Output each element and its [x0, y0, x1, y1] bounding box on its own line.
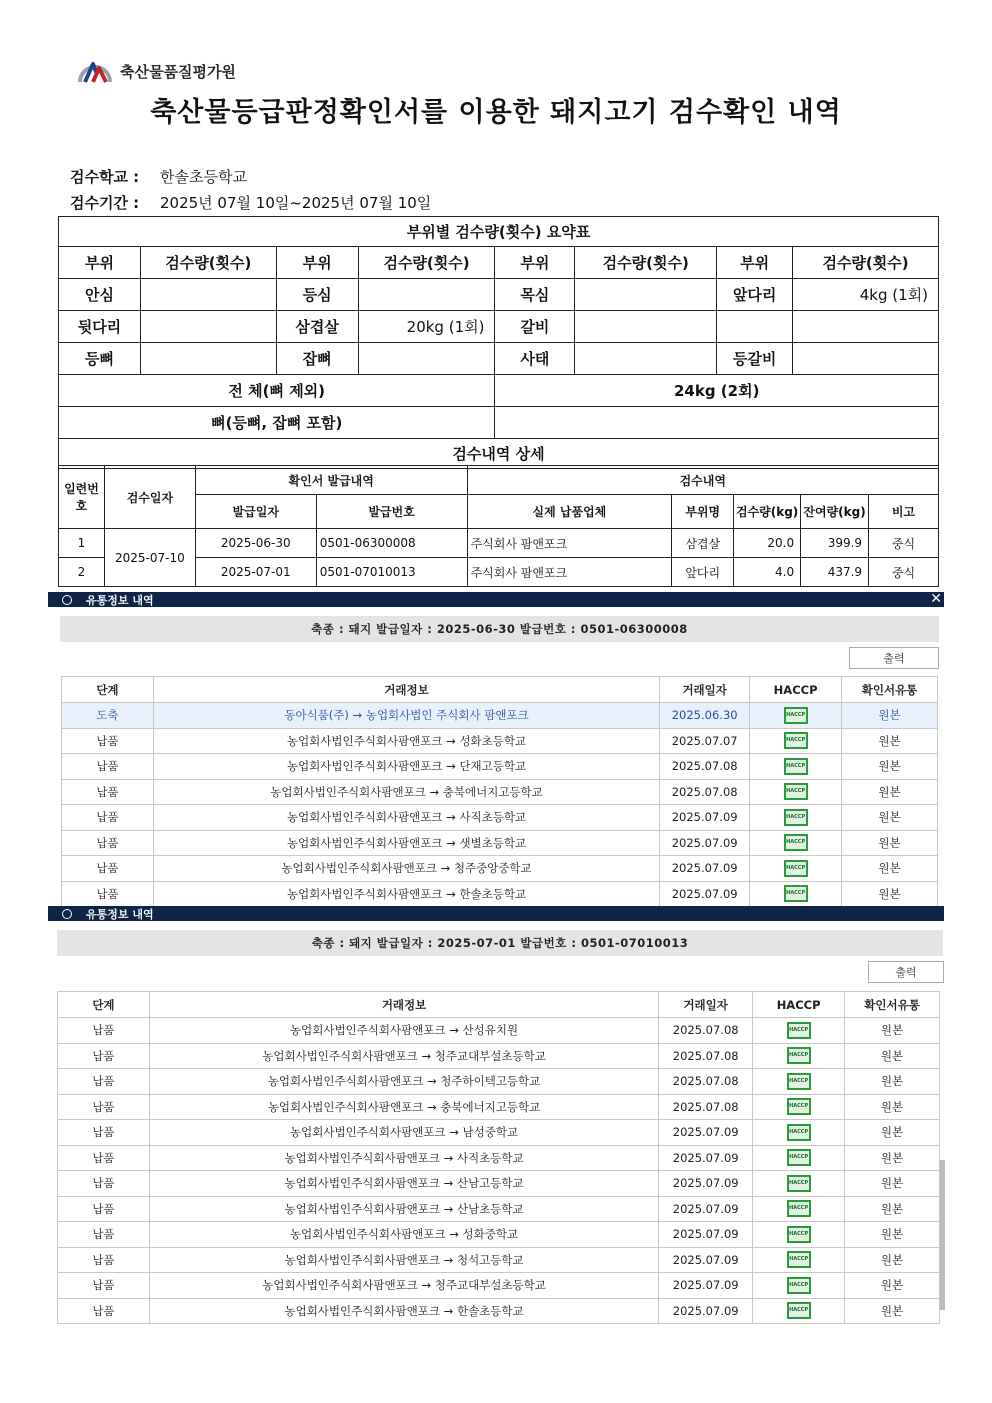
- haccp-cell: [750, 805, 842, 831]
- column-header: HACCP: [750, 677, 842, 703]
- haccp-cell: [753, 1196, 845, 1222]
- table-row[interactable]: [62, 779, 938, 805]
- cert-type: 원본: [845, 1273, 940, 1299]
- haccp-icon: HACCP: [787, 1098, 811, 1115]
- haccp-cell: [753, 1298, 845, 1324]
- flow-panel-1: [48, 592, 944, 607]
- part-name: 사태: [495, 343, 575, 375]
- part-name: 등갈비: [717, 343, 793, 375]
- stage: 도축: [62, 703, 154, 729]
- cert-type: 원본: [842, 779, 938, 805]
- cert-type: 원본: [845, 1094, 940, 1120]
- qty: 4.0: [734, 558, 801, 587]
- haccp-cell: [753, 1120, 845, 1146]
- table-row[interactable]: [62, 830, 938, 856]
- trade-info: 농업회사법인주식회사팜앤포크 → 청주하이텍고등학교: [149, 1069, 658, 1095]
- table-row[interactable]: [58, 1247, 940, 1273]
- trade-info: 농업회사법인주식회사팜앤포크 → 한솔초등학교: [153, 881, 659, 907]
- qty: 20.0: [734, 529, 801, 558]
- trade-info: 농업회사법인주식회사팜앤포크 → 샛별초등학교: [153, 830, 659, 856]
- table-row[interactable]: [58, 1094, 940, 1120]
- haccp-icon: HACCP: [787, 1251, 811, 1268]
- close-icon[interactable]: ✕: [930, 591, 942, 607]
- trade-date: 2025.06.30: [660, 703, 750, 729]
- cert-type: 원본: [842, 881, 938, 907]
- haccp-icon: HACCP: [787, 1302, 811, 1319]
- column-header: 거래일자: [660, 677, 750, 703]
- table-row[interactable]: [58, 1171, 940, 1197]
- trade-info: 농업회사법인주식회사팜앤포크 → 단재고등학교: [153, 754, 659, 780]
- part-name: 안심: [59, 279, 141, 311]
- part-qty: [575, 343, 717, 375]
- print-button[interactable]: 출력: [849, 647, 939, 669]
- scrollbar[interactable]: [940, 1160, 945, 1310]
- haccp-icon: HACCP: [784, 707, 808, 724]
- trade-date: 2025.07.09: [660, 856, 750, 882]
- flow-table-1: [61, 676, 938, 907]
- cert-type: 원본: [845, 1043, 940, 1069]
- inspection-date: 2025-07-10: [104, 529, 195, 587]
- haccp-icon: HACCP: [784, 860, 808, 877]
- trade-date: 2025.07.09: [659, 1247, 753, 1273]
- column-header: 단계: [58, 992, 150, 1018]
- trade-date: 2025.07.09: [659, 1171, 753, 1197]
- column-header: 확인서유통: [845, 992, 940, 1018]
- haccp-icon: HACCP: [784, 732, 808, 749]
- trade-date: 2025.07.08: [659, 1069, 753, 1095]
- table-row[interactable]: [58, 1298, 940, 1324]
- trade-info: 농업회사법인주식회사팜앤포크 → 충북에너지고등학교: [149, 1094, 658, 1120]
- haccp-icon: HACCP: [787, 1124, 811, 1141]
- trade-info: 농업회사법인주식회사팜앤포크 → 성화중학교: [149, 1222, 658, 1248]
- cert-type: 원본: [842, 754, 938, 780]
- stage: 납품: [62, 856, 154, 882]
- stage: 납품: [58, 1094, 150, 1120]
- trade-info: 농업회사법인주식회사팜앤포크 → 산남고등학교: [149, 1171, 658, 1197]
- haccp-cell: [753, 1043, 845, 1069]
- school-info: [70, 166, 247, 187]
- col-part: 부위: [495, 247, 575, 279]
- summary-row: [59, 279, 939, 311]
- table-row[interactable]: [58, 1222, 940, 1248]
- note: 중식: [869, 558, 939, 587]
- trade-date: 2025.07.09: [659, 1298, 753, 1324]
- column-header: 거래정보: [153, 677, 659, 703]
- serial-no: 1: [59, 529, 105, 558]
- haccp-cell: [753, 1145, 845, 1171]
- vendor: 주식회사 팜앤포크: [467, 529, 672, 558]
- trade-date: 2025.07.09: [659, 1273, 753, 1299]
- haccp-cell: [750, 830, 842, 856]
- table-row[interactable]: [58, 1069, 940, 1095]
- issue-no: 0501-06300008: [316, 529, 467, 558]
- remain: 437.9: [801, 558, 869, 587]
- part-qty: [358, 279, 495, 311]
- issue-date: 2025-06-30: [195, 529, 316, 558]
- haccp-cell: [753, 1018, 845, 1044]
- part-qty: [575, 311, 717, 343]
- cert-type: 원본: [842, 703, 938, 729]
- haccp-cell: [750, 728, 842, 754]
- part-qty: [358, 343, 495, 375]
- stage: 납품: [62, 881, 154, 907]
- stage: 납품: [62, 754, 154, 780]
- stage: 납품: [62, 830, 154, 856]
- part-name: 갈비: [495, 311, 575, 343]
- trade-date: 2025.07.09: [660, 881, 750, 907]
- col-qty: 검수량(횟수): [358, 247, 495, 279]
- school-value: 한솔초등학교: [160, 168, 247, 186]
- h-remain: 잔여량(kg): [801, 495, 869, 529]
- trade-date: 2025.07.08: [659, 1043, 753, 1069]
- summary-table: [58, 216, 939, 469]
- trade-info: 농업회사법인주식회사팜앤포크 → 청석고등학교: [149, 1247, 658, 1273]
- table-row[interactable]: [62, 856, 938, 882]
- summary-title: 부위별 검수량(횟수) 요약표: [59, 217, 939, 247]
- part-name: 목심: [495, 279, 575, 311]
- haccp-cell: [753, 1247, 845, 1273]
- trade-date: 2025.07.08: [659, 1018, 753, 1044]
- trade-info: 농업회사법인주식회사팜앤포크 → 청주교대부설초등학교: [149, 1043, 658, 1069]
- detail-title: 검수내역 상세: [59, 439, 939, 469]
- stage: 납품: [58, 1273, 150, 1299]
- panel-icon: [62, 595, 72, 605]
- stage: 납품: [58, 1043, 150, 1069]
- cert-type: 원본: [845, 1298, 940, 1324]
- col-qty: 검수량(횟수): [575, 247, 717, 279]
- cert-type: 원본: [842, 856, 938, 882]
- column-header: 단계: [62, 677, 154, 703]
- table-row[interactable]: [58, 1273, 940, 1299]
- part-name: 잡뼈: [276, 343, 358, 375]
- part-name: 등뼈: [59, 343, 141, 375]
- trade-date: 2025.07.09: [659, 1120, 753, 1146]
- trade-date: 2025.07.09: [660, 805, 750, 831]
- panel-2-title: 유통정보 내역: [86, 907, 154, 921]
- haccp-icon: HACCP: [784, 834, 808, 851]
- haccp-cell: [750, 779, 842, 805]
- table-row[interactable]: [58, 1196, 940, 1222]
- stage: 납품: [58, 1145, 150, 1171]
- haccp-cell: [753, 1171, 845, 1197]
- summary-row: [59, 311, 939, 343]
- cert-type: 원본: [845, 1069, 940, 1095]
- issue-no: 0501-07010013: [316, 558, 467, 587]
- part-qty: 20kg (1회): [358, 311, 495, 343]
- table-row: [59, 529, 939, 558]
- haccp-cell: [753, 1069, 845, 1095]
- print-button[interactable]: 출력: [868, 961, 944, 983]
- trade-info: 농업회사법인주식회사팜앤포크 → 사직초등학교: [149, 1145, 658, 1171]
- haccp-icon: HACCP: [787, 1047, 811, 1064]
- haccp-icon: HACCP: [787, 1175, 811, 1192]
- cert-type: 원본: [845, 1018, 940, 1044]
- col-qty: 검수량(횟수): [140, 247, 276, 279]
- haccp-icon: HACCP: [787, 1226, 811, 1243]
- trade-info: 농업회사법인주식회사팜앤포크 → 충북에너지고등학교: [153, 779, 659, 805]
- cert-type: 원본: [845, 1145, 940, 1171]
- table-row[interactable]: [58, 1120, 940, 1146]
- haccp-cell: [750, 703, 842, 729]
- stage: 납품: [58, 1196, 150, 1222]
- part-name: 삼겹살: [672, 529, 734, 558]
- column-header: 확인서유통: [842, 677, 938, 703]
- table-row[interactable]: [62, 703, 938, 729]
- trade-date: 2025.07.09: [659, 1196, 753, 1222]
- cert-type: 원본: [845, 1196, 940, 1222]
- col-qty: 검수량(횟수): [793, 247, 939, 279]
- org-logo: [76, 54, 236, 88]
- period-value: 2025년 07월 10일~2025년 07월 10일: [160, 194, 432, 212]
- h-qty: 검수량(kg): [734, 495, 801, 529]
- haccp-icon: HACCP: [784, 783, 808, 800]
- haccp-cell: [750, 856, 842, 882]
- panel-1-titlebar: [48, 592, 944, 607]
- detail-table: [58, 465, 939, 587]
- haccp-icon: HACCP: [787, 1022, 811, 1039]
- cert-type: 원본: [842, 805, 938, 831]
- table-row[interactable]: [62, 754, 938, 780]
- flow-table-2: [57, 991, 940, 1324]
- part-qty: [793, 343, 939, 375]
- panel-icon: [62, 909, 72, 919]
- part-name: 뒷다리: [59, 311, 141, 343]
- haccp-icon: HACCP: [784, 885, 808, 902]
- part-name: 등심: [276, 279, 358, 311]
- total-row: [59, 375, 939, 407]
- panel-2-subinfo: 축종 : 돼지 발급일자 : 2025-07-01 발급번호 : 0501-07010013: [57, 930, 943, 956]
- remain: 399.9: [801, 529, 869, 558]
- school-label: 검수학교 :: [70, 168, 140, 186]
- part-name: 앞다리: [717, 279, 793, 311]
- part-qty: [793, 311, 939, 343]
- cert-type: 원본: [845, 1247, 940, 1273]
- table-row[interactable]: [58, 1018, 940, 1044]
- haccp-icon: HACCP: [784, 809, 808, 826]
- haccp-icon: HACCP: [787, 1200, 811, 1217]
- column-header: 거래일자: [659, 992, 753, 1018]
- summary-row: [59, 343, 939, 375]
- h-vendor: 실제 납품업체: [467, 495, 672, 529]
- trade-info: 농업회사법인주식회사팜앤포크 → 산성유치원: [149, 1018, 658, 1044]
- h-part: 부위명: [672, 495, 734, 529]
- haccp-icon: HACCP: [787, 1149, 811, 1166]
- bone-label: 뼈(등뼈, 잡뼈 포함): [59, 407, 495, 439]
- table-row[interactable]: [62, 881, 938, 907]
- haccp-cell: [753, 1273, 845, 1299]
- trade-date: 2025.07.09: [659, 1222, 753, 1248]
- cert-type: 원본: [845, 1171, 940, 1197]
- h-note: 비고: [869, 495, 939, 529]
- part-qty: [140, 343, 276, 375]
- trade-info: 농업회사법인주식회사팜앤포크 → 남성중학교: [149, 1120, 658, 1146]
- cert-type: 원본: [842, 830, 938, 856]
- trade-info: 농업회사법인주식회사팜앤포크 → 산남초등학교: [149, 1196, 658, 1222]
- part-qty: [140, 311, 276, 343]
- panel-1-subinfo: 축종 : 돼지 발급일자 : 2025-06-30 발급번호 : 0501-06300008: [60, 616, 939, 642]
- trade-date: 2025.07.09: [659, 1145, 753, 1171]
- trade-date: 2025.07.08: [660, 754, 750, 780]
- column-header: 거래정보: [149, 992, 658, 1018]
- h-no: 일련번호: [59, 466, 105, 529]
- stage: 납품: [58, 1018, 150, 1044]
- part-name: 앞다리: [672, 558, 734, 587]
- cert-type: 원본: [845, 1222, 940, 1248]
- stage: 납품: [62, 805, 154, 831]
- stage: 납품: [62, 779, 154, 805]
- part-qty: [575, 279, 717, 311]
- trade-date: 2025.07.09: [660, 830, 750, 856]
- trade-info: 농업회사법인주식회사팜앤포크 → 사직초등학교: [153, 805, 659, 831]
- trade-date: 2025.07.07: [660, 728, 750, 754]
- vendor: 주식회사 팜앤포크: [467, 558, 672, 587]
- note: 중식: [869, 529, 939, 558]
- serial-no: 2: [59, 558, 105, 587]
- trade-date: 2025.07.08: [660, 779, 750, 805]
- stage: 납품: [58, 1069, 150, 1095]
- col-part: 부위: [276, 247, 358, 279]
- stage: 납품: [58, 1171, 150, 1197]
- org-name: 축산물품질평가원: [120, 62, 236, 81]
- cert-type: 원본: [845, 1120, 940, 1146]
- page-title: 축산물등급판정확인서를 이용한 돼지고기 검수확인 내역: [150, 97, 842, 128]
- stage: 납품: [58, 1298, 150, 1324]
- h-issue-date: 발급일자: [195, 495, 316, 529]
- total-value: 24kg (2회): [495, 375, 939, 407]
- haccp-cell: [753, 1094, 845, 1120]
- col-part: 부위: [59, 247, 141, 279]
- trade-date: 2025.07.08: [659, 1094, 753, 1120]
- trade-info: 농업회사법인주식회사팜앤포크 → 성화초등학교: [153, 728, 659, 754]
- table-row[interactable]: [62, 728, 938, 754]
- h-cert: 확인서 발급내역: [195, 466, 467, 495]
- trade-info: 농업회사법인주식회사팜앤포크 → 청주교대부설초등학교: [149, 1273, 658, 1299]
- part-qty: 4kg (1회): [793, 279, 939, 311]
- cert-type: 원본: [842, 728, 938, 754]
- part-name: [717, 311, 793, 343]
- total-label: 전 체(뼈 제외): [59, 375, 495, 407]
- issue-date: 2025-07-01: [195, 558, 316, 587]
- bone-row: [59, 407, 939, 439]
- logo-mark-icon: [76, 54, 114, 88]
- stage: 납품: [58, 1222, 150, 1248]
- stage: 납품: [58, 1120, 150, 1146]
- bone-value: [495, 407, 939, 439]
- h-issue-no: 발급번호: [316, 495, 467, 529]
- part-name: 삼겹살: [276, 311, 358, 343]
- part-qty: [140, 279, 276, 311]
- stage: 납품: [62, 728, 154, 754]
- table-row[interactable]: [58, 1145, 940, 1171]
- panel-1-title: 유통정보 내역: [86, 593, 154, 607]
- table-row[interactable]: [62, 805, 938, 831]
- summary-header-row: [59, 247, 939, 279]
- stage: 납품: [58, 1247, 150, 1273]
- table-row[interactable]: [58, 1043, 940, 1069]
- haccp-icon: HACCP: [787, 1073, 811, 1090]
- haccp-cell: [750, 881, 842, 907]
- col-part: 부위: [717, 247, 793, 279]
- panel-2-titlebar: [48, 906, 944, 921]
- flow-panel-2: [48, 906, 944, 921]
- haccp-cell: [753, 1222, 845, 1248]
- haccp-icon: HACCP: [784, 758, 808, 775]
- trade-info: 농업회사법인주식회사팜앤포크 → 청주중앙중학교: [153, 856, 659, 882]
- haccp-cell: [750, 754, 842, 780]
- trade-info: 동아식품(주) → 농업회사법인 주식회사 팜앤포크: [153, 703, 659, 729]
- period-label: 검수기간 :: [70, 194, 140, 212]
- trade-info: 농업회사법인주식회사팜앤포크 → 한솔초등학교: [149, 1298, 658, 1324]
- period-info: [70, 192, 431, 213]
- h-date: 검수일자: [104, 466, 195, 529]
- column-header: HACCP: [753, 992, 845, 1018]
- h-insp: 검수내역: [467, 466, 938, 495]
- haccp-icon: HACCP: [787, 1277, 811, 1294]
